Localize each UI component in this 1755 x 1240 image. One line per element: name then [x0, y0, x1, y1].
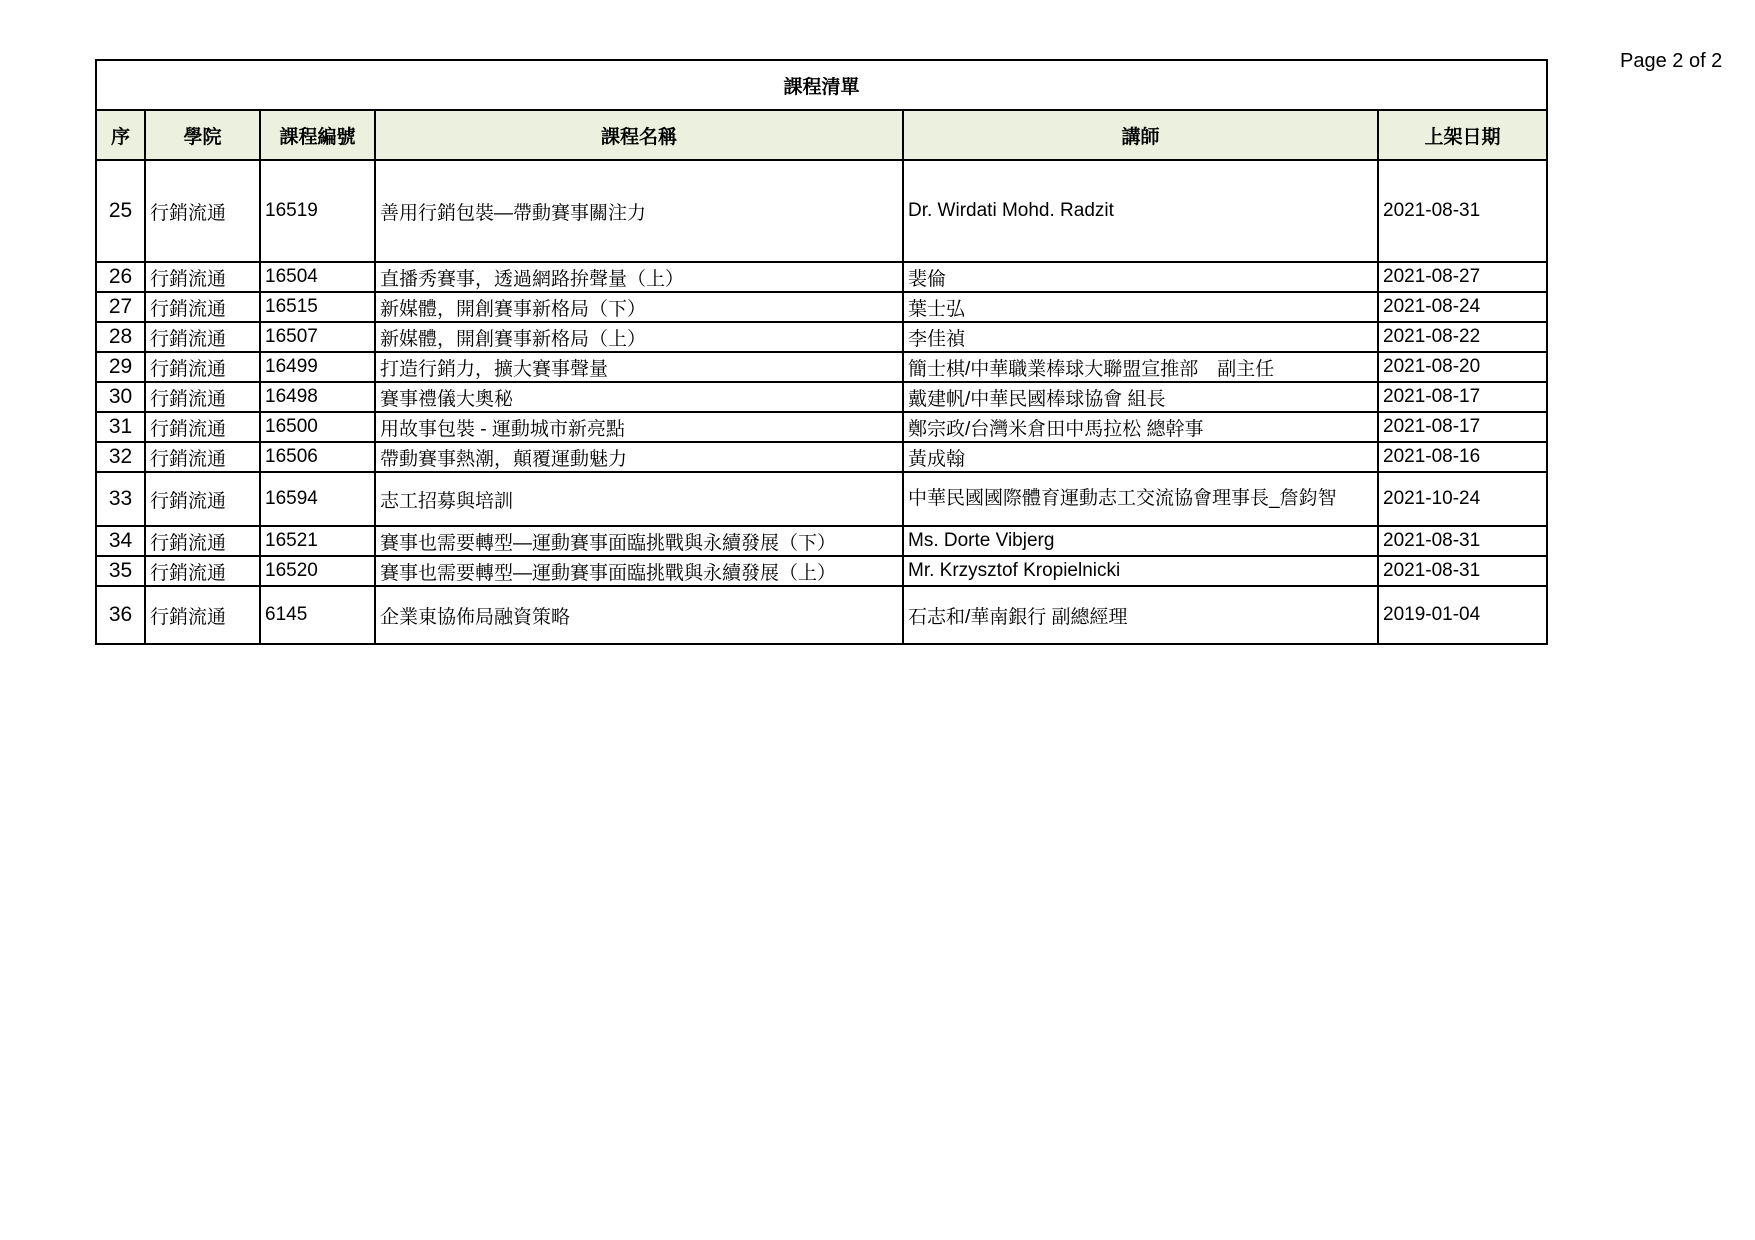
- cell-instructor: 戴建帆/中華民國棒球協會 組長: [903, 382, 1378, 412]
- table-row: [96, 382, 1547, 412]
- cell-course-name: 直播秀賽事，透過網路拚聲量（上）: [375, 262, 903, 292]
- cell-instructor: Dr. Wirdati Mohd. Radzit: [903, 160, 1378, 262]
- table-title-row: [96, 60, 1547, 110]
- cell-course-name: 帶動賽事熱潮，顛覆運動魅力: [375, 442, 903, 472]
- cell-course-name: 志工招募與培訓: [375, 472, 903, 526]
- cell-publish-date: 2021-08-31: [1378, 526, 1547, 556]
- cell-course-id: 16515: [260, 292, 375, 322]
- cell-publish-date: 2021-10-24: [1378, 472, 1547, 526]
- cell-college: 行銷流通: [145, 412, 260, 442]
- cell-seq: 34: [96, 526, 145, 556]
- header-course-name: 課程名稱: [375, 110, 903, 160]
- cell-course-name: 賽事也需要轉型—運動賽事面臨挑戰與永續發展（下）: [375, 526, 903, 556]
- header-instructor: 講師: [903, 110, 1378, 160]
- cell-college: 行銷流通: [145, 322, 260, 352]
- cell-course-id: 16521: [260, 526, 375, 556]
- cell-course-id: 16594: [260, 472, 375, 526]
- cell-college: 行銷流通: [145, 382, 260, 412]
- page-number: Page 2 of 2: [1620, 50, 1723, 72]
- cell-course-id: 16498: [260, 382, 375, 412]
- cell-seq: 26: [96, 262, 145, 292]
- cell-publish-date: 2021-08-16: [1378, 442, 1547, 472]
- table-row: [96, 442, 1547, 472]
- cell-seq: 36: [96, 586, 145, 644]
- table-row: [96, 586, 1547, 644]
- cell-instructor: 鄭宗政/台灣米倉田中馬拉松 總幹事: [903, 412, 1378, 442]
- cell-seq: 30: [96, 382, 145, 412]
- cell-course-name: 新媒體，開創賽事新格局（下）: [375, 292, 903, 322]
- cell-course-name: 賽事禮儀大奧秘: [375, 382, 903, 412]
- cell-course-id: 16500: [260, 412, 375, 442]
- cell-publish-date: 2021-08-31: [1378, 556, 1547, 586]
- table-row: [96, 526, 1547, 556]
- cell-course-name: 用故事包裝 - 運動城市新亮點: [375, 412, 903, 442]
- cell-course-id: 6145: [260, 586, 375, 644]
- table-header-row: [96, 110, 1547, 160]
- cell-publish-date: 2021-08-20: [1378, 352, 1547, 382]
- cell-publish-date: 2019-01-04: [1378, 586, 1547, 644]
- table-row: [96, 412, 1547, 442]
- cell-publish-date: 2021-08-24: [1378, 292, 1547, 322]
- cell-college: 行銷流通: [145, 472, 260, 526]
- cell-course-name: 企業東協佈局融資策略: [375, 586, 903, 644]
- cell-course-id: 16499: [260, 352, 375, 382]
- cell-course-id: 16507: [260, 322, 375, 352]
- table-row: [96, 352, 1547, 382]
- cell-instructor: 中華民國國際體育運動志工交流協會理事長_詹鈞智: [903, 472, 1378, 526]
- table-row: [96, 322, 1547, 352]
- cell-college: 行銷流通: [145, 292, 260, 322]
- cell-college: 行銷流通: [145, 262, 260, 292]
- cell-college: 行銷流通: [145, 526, 260, 556]
- cell-course-name: 善用行銷包裝—帶動賽事關注力: [375, 160, 903, 262]
- cell-instructor: 黃成翰: [903, 442, 1378, 472]
- header-seq: 序: [96, 110, 145, 160]
- cell-course-name: 新媒體，開創賽事新格局（上）: [375, 322, 903, 352]
- table-row: [96, 556, 1547, 586]
- header-college: 學院: [145, 110, 260, 160]
- cell-instructor: Mr. Krzysztof Kropielnicki: [903, 556, 1378, 586]
- header-course-id: 課程編號: [260, 110, 375, 160]
- cell-seq: 28: [96, 322, 145, 352]
- cell-course-name: 打造行銷力，擴大賽事聲量: [375, 352, 903, 382]
- cell-publish-date: 2021-08-27: [1378, 262, 1547, 292]
- cell-instructor: 石志和/華南銀行 副總經理: [903, 586, 1378, 644]
- cell-instructor: 裴倫: [903, 262, 1378, 292]
- table-row: [96, 160, 1547, 262]
- cell-instructor: 葉士弘: [903, 292, 1378, 322]
- cell-seq: 27: [96, 292, 145, 322]
- cell-publish-date: 2021-08-17: [1378, 382, 1547, 412]
- cell-college: 行銷流通: [145, 586, 260, 644]
- cell-seq: 29: [96, 352, 145, 382]
- cell-college: 行銷流通: [145, 442, 260, 472]
- cell-instructor: 李佳禎: [903, 322, 1378, 352]
- cell-course-id: 16506: [260, 442, 375, 472]
- header-publish-date: 上架日期: [1378, 110, 1547, 160]
- cell-course-name: 賽事也需要轉型—運動賽事面臨挑戰與永續發展（上）: [375, 556, 903, 586]
- table-row: [96, 292, 1547, 322]
- cell-instructor: Ms. Dorte Vibjerg: [903, 526, 1378, 556]
- table-title: 課程清單: [96, 60, 1547, 110]
- cell-seq: 32: [96, 442, 145, 472]
- cell-college: 行銷流通: [145, 556, 260, 586]
- cell-publish-date: 2021-08-22: [1378, 322, 1547, 352]
- cell-course-id: 16504: [260, 262, 375, 292]
- cell-seq: 25: [96, 160, 145, 262]
- table-row: [96, 472, 1547, 526]
- cell-publish-date: 2021-08-31: [1378, 160, 1547, 262]
- cell-seq: 33: [96, 472, 145, 526]
- cell-instructor: 簡士棋/中華職業棒球大聯盟宣推部 副主任: [903, 352, 1378, 382]
- cell-seq: 35: [96, 556, 145, 586]
- cell-college: 行銷流通: [145, 352, 260, 382]
- cell-course-id: 16520: [260, 556, 375, 586]
- cell-college: 行銷流通: [145, 160, 260, 262]
- cell-publish-date: 2021-08-17: [1378, 412, 1547, 442]
- cell-course-id: 16519: [260, 160, 375, 262]
- table-row: [96, 262, 1547, 292]
- cell-seq: 31: [96, 412, 145, 442]
- course-list-table: [95, 59, 1548, 645]
